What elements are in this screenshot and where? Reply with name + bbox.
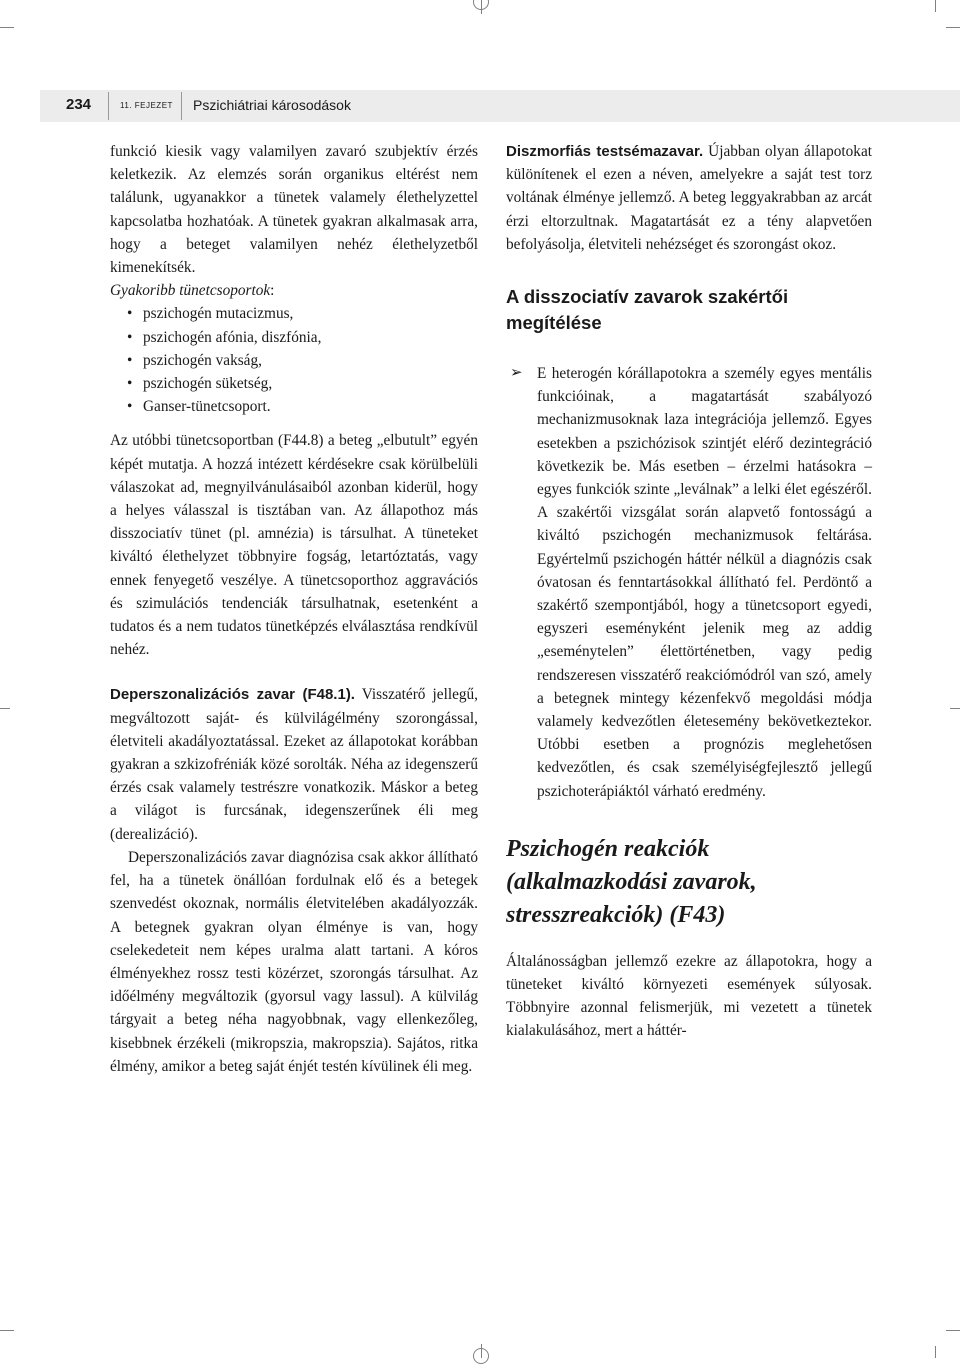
list-item: • pszichogén afónia, diszfónia, — [110, 326, 478, 349]
paragraph: funkció kiesik vagy valamilyen zavaró szubjektív érzés keletkezik. Az elemzés során organikus eltérést nem találunk, ugyanakkor a tünetek valamely élethelyzettel kapcsolatba hozhatóak. A tünetek gyakran alkalmasak arra, hogy a beteget valamilyen nehéz élethelyzetből kimenekítsék. — [110, 143, 478, 277]
list-heading — [110, 279, 478, 302]
section-heading: A disszociatív zavarok szakértői megítélése — [506, 286, 789, 334]
run-in-text: Visszatérő jellegű, megváltozott saját- és külvilágélmény szorongással, életviteli akadályoztatással. Ezeket az állapotokat korábban gyakran a szkizofréniák közé sorolták. Néha az idegenszerű érzés csak valamely testrészre vonatkozik. Máskor a beteg a világot is furcsának, idegenszerűnek éli meg (derealizáció). — [110, 686, 478, 843]
symptom-list — [110, 302, 478, 418]
page-number: 234 — [66, 96, 92, 113]
registration-mark — [473, 1348, 489, 1364]
section-heading: Pszichogén reakciók (alkalmazkodási zavarok, stresszreakciók) (F43) — [506, 835, 757, 928]
right-column — [506, 140, 872, 1043]
running-header — [0, 0, 960, 130]
list-item: • Ganser-tünetcsoport. — [110, 395, 478, 418]
paragraph: E heterogén kórállapotokra a személy egyes mentális funkcióinak, a magatartását szabályozó mechanizmusoknak laza integrációja jellemző. Egyes esetekben a pszichózisok szintjét elérő dezintegráció következik be. Más esetben – érzelmi hatásokra – egyes funkciók szinte „leválnak” a lelki élet egészéről. A szakértői vizsgálat során alapvető fontosságú a kiváltó pszichogén mechanizmusok feltárása. Egyértelmű pszichogén háttér nélkül a diagnózis csak óvatosan és fenntartásokkal állítható fel. Perdöntő a szakértő szempontjából, hogy a tünetcsoport egyedi, egyszeri eseményként jelenik meg az addig „eseménytelen” élettörténetben, vagy pedig rendszeresen visszatérő reakciómódról van szó, amely a betegnek mintegy kézenfekvő megoldási módja valamely kedvezőtlen életesemény bekövetkeztekor. Utóbbi esetben a prognózis meglehetősen kedvezőtlen, és csak személyiségfejlesztő jellegű pszichoterápiáktól várható eredmény. — [537, 365, 872, 800]
list-title: Gyakoribb tünetcsoportok — [110, 282, 271, 300]
crop-mark — [935, 0, 936, 12]
crop-mark — [946, 27, 960, 28]
arrow-bullet-item — [506, 362, 872, 803]
paragraph — [110, 683, 478, 845]
list-colon: : — [270, 282, 275, 300]
list-item: • pszichogén süketség, — [110, 372, 478, 395]
header-bar — [40, 90, 960, 122]
left-column — [110, 140, 478, 1078]
run-in-heading: Deperszonalizációs zavar (F48.1). — [110, 686, 355, 704]
list-item: • pszichogén vakság, — [110, 349, 478, 372]
list-item: • pszichogén mutacizmus, — [110, 302, 478, 325]
header-separator — [181, 92, 182, 120]
paragraph: Deperszonalizációs zavar diagnózisa csak akkor állítható fel, ha a tünetek önállóan fordulnak elő és a betegek szenvedést okoznak, normális életvitelében akadályozzák. A betegnek gyakran olyan élménye is van, hogy cselekedeteit nem képes uralma alatt tartani. A kóros élményekhez rossz testi közérzet, szorongás társulhat. Az időélmény megváltozik (gyorsul vagy lassul). A külvilág tárgyait a beteg néha nagyobbnak, vagy ellenkezőleg, kisebbnek érzékeli (mikropszia, makropszia). Sajátos, ritka élmény, amikor a beteg saját énjét testén kívülinek éli meg. — [110, 848, 478, 1075]
crop-mark — [0, 1330, 14, 1331]
crop-mark — [0, 708, 10, 709]
chapter-label: 11. FEJEZET — [120, 101, 173, 110]
paragraph: Az utóbbi tünetcsoportban (F44.8) a beteg „elbutult” egyén képét mutatja. A hozzá intézett kérdésekre csak körülbelüli válaszokat ad, megnyilvánulásaiból azonban kiderül, hogy a helyes válasszal is tisztában van. Az állapothoz más disszociatív tünet (pl. amnézia) is társulhat. A tüneteket kiváltó élethelyzet többnyire fogság, letartóztatás, vagy ennek fenyegető veszélye. A tünetcsoporthoz aggravációs és szimulációs tendenciák társulhatnak, esetenként a tudatos és a nem tudatos tünetképzés elválasztása rendkívül nehéz. — [110, 432, 478, 659]
header-separator — [108, 92, 109, 120]
run-in-text: Újabban olyan állapotokat különítenek el ezen a néven, amelyekre a saját test torz voltának élménye jellemző. A beteg leggyakrabban az arcát érzi eltorzultnak. Magatartását ez a tény alapvetően befolyásolja, életviteli nehézséget és szorongást okoz. — [506, 143, 872, 253]
paragraph: Általánosságban jellemző ezekre az állapotokra, hogy a tüneteket kiváltó környezeti események súlyosak. Többnyire azonnal felismerjük, mi vezetett a tünetek kialakulásához, mert a háttér- — [506, 952, 872, 1040]
crop-mark — [0, 27, 14, 28]
arrow-bullet-icon: ➢ — [510, 365, 523, 382]
crop-mark — [935, 1346, 936, 1358]
running-title: Pszichiátriai károsodások — [193, 97, 351, 113]
crop-mark — [946, 1330, 960, 1331]
run-in-heading: Diszmorfiás testsémazavar. — [506, 143, 704, 160]
crop-mark — [950, 708, 960, 709]
paragraph — [506, 140, 872, 256]
